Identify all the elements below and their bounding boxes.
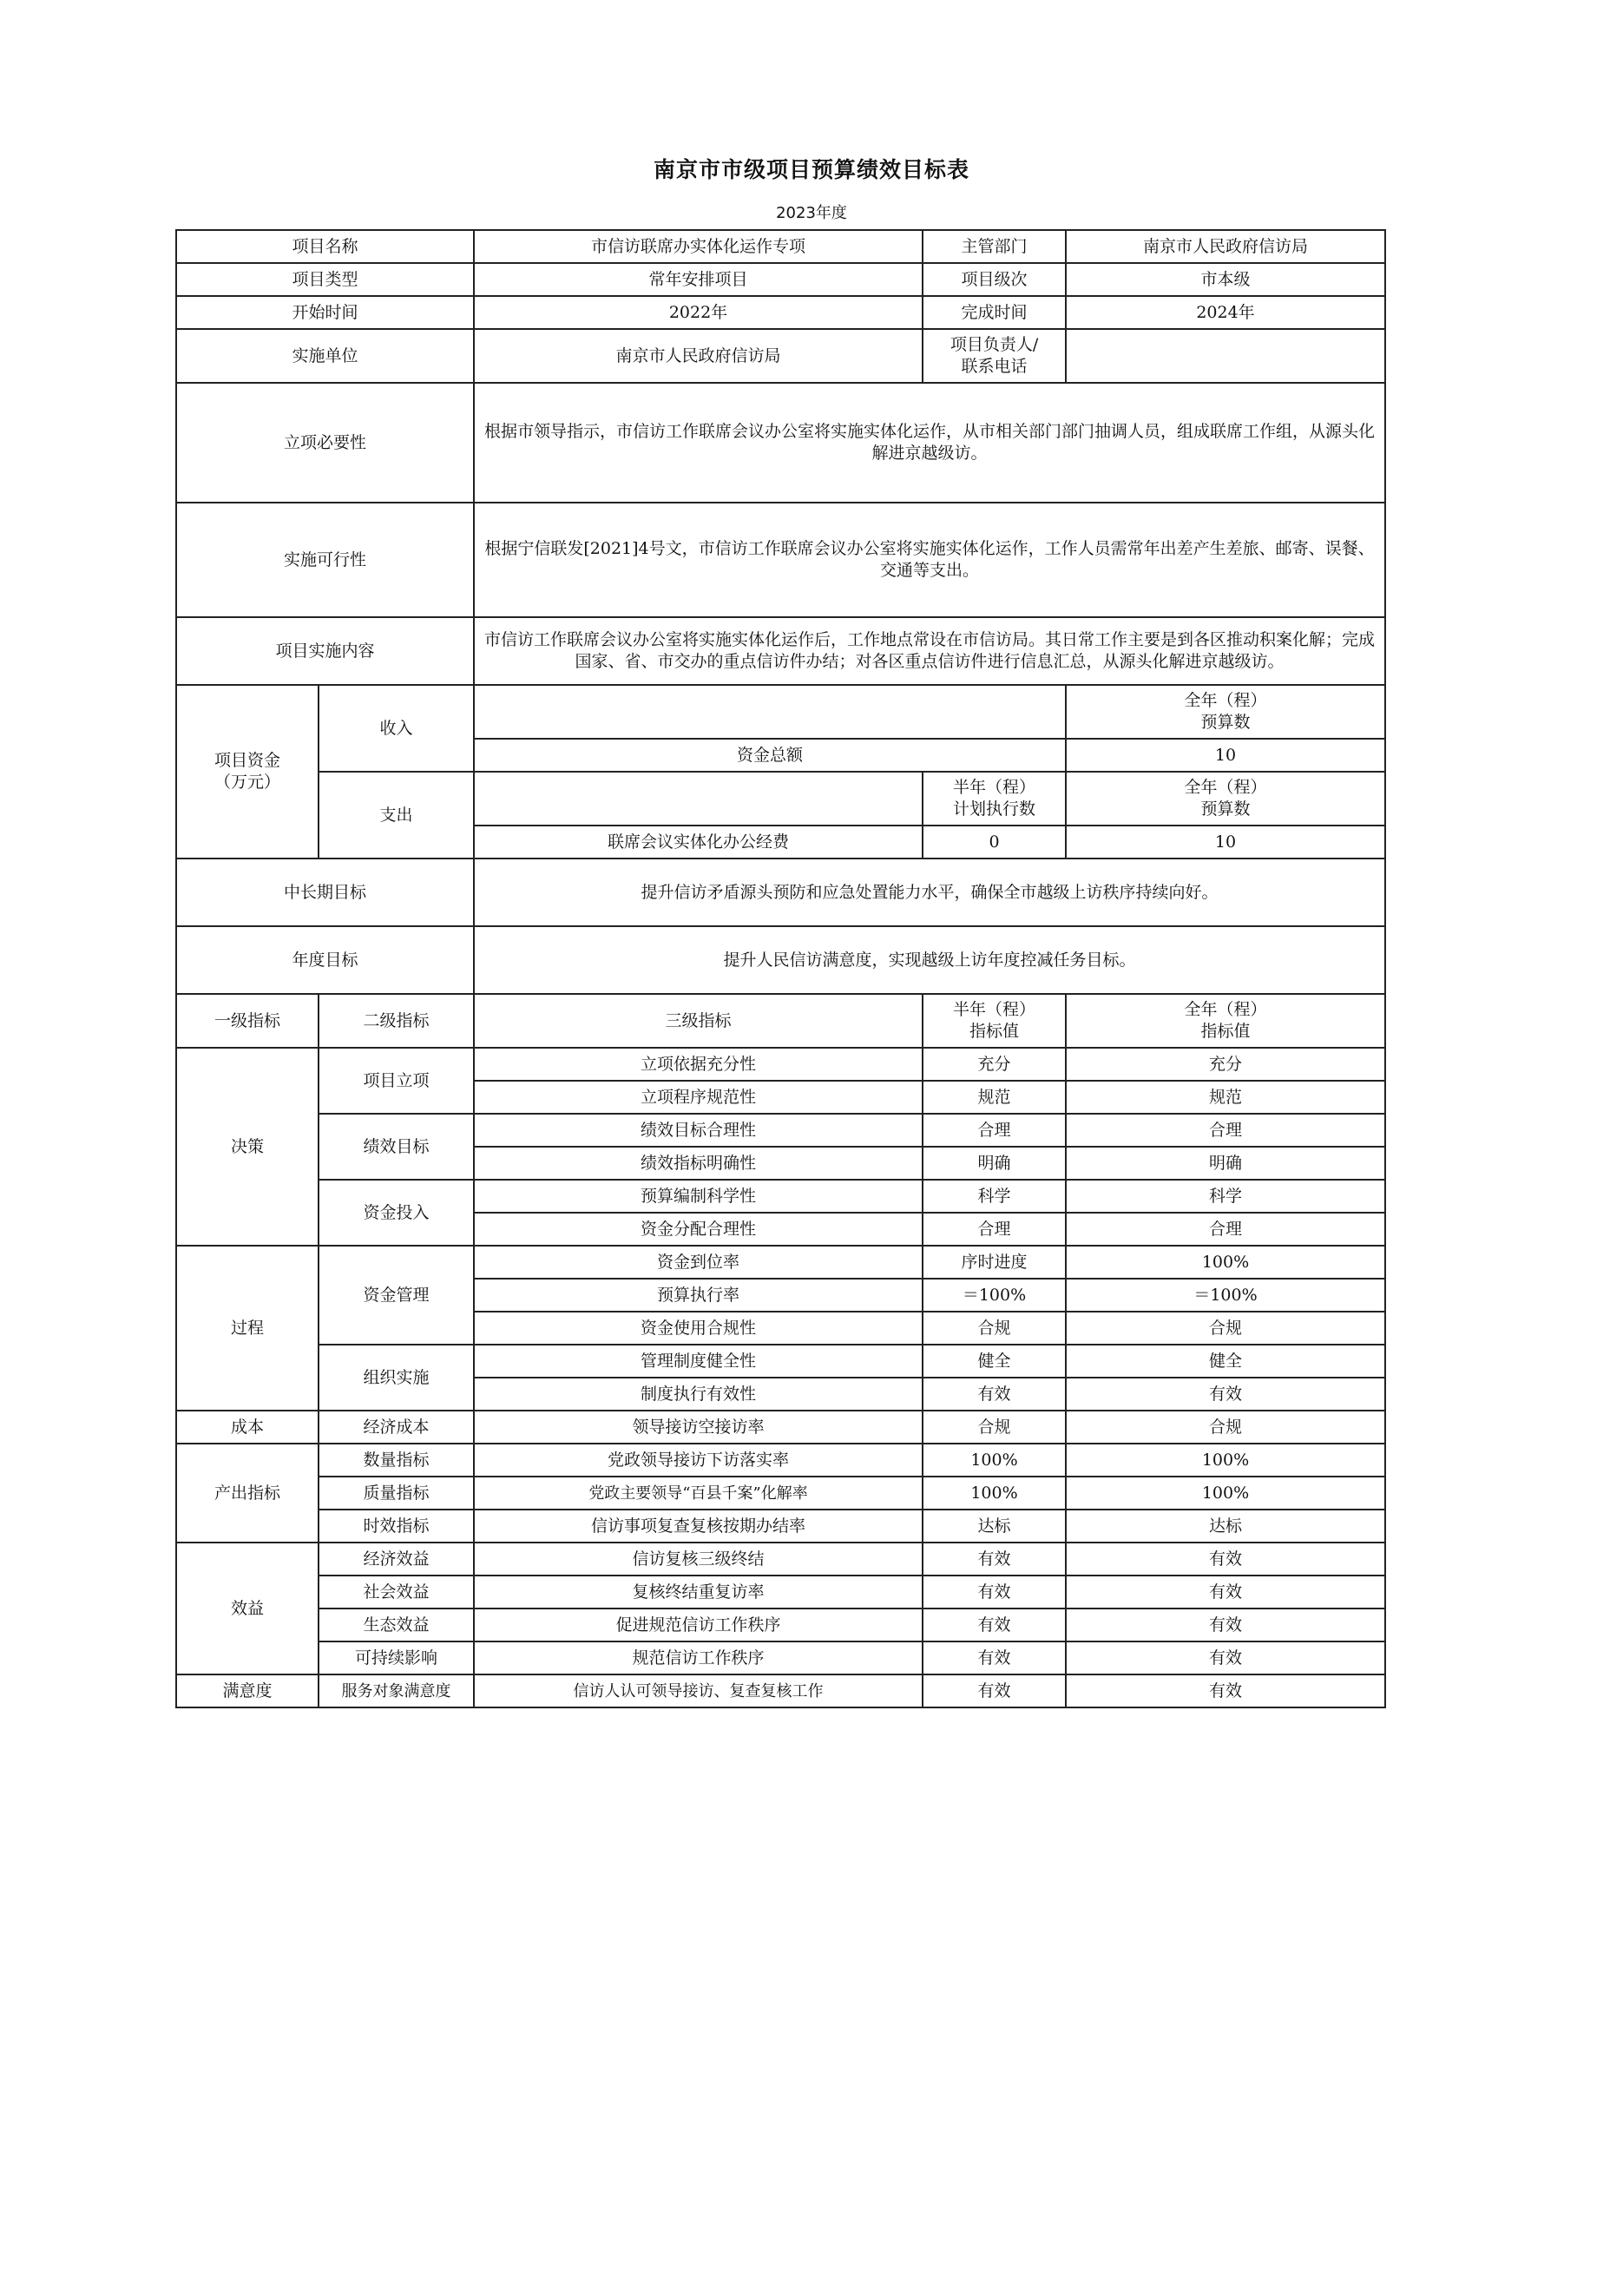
indicator-name: 预算编制科学性: [474, 1180, 923, 1213]
performance-target-table: [175, 229, 1386, 1708]
header-half-year: [923, 994, 1066, 1048]
indicator-full: 100%: [1066, 1444, 1385, 1477]
expense-item-half: 0: [923, 826, 1066, 859]
indicator-full: 充分: [1066, 1048, 1385, 1081]
project-type-label: 项目类型: [176, 263, 474, 296]
indicator-full: 规范: [1066, 1081, 1385, 1114]
sub-ecological-benefit: 生态效益: [319, 1609, 474, 1641]
indicator-name: 领导接访空接访率: [474, 1411, 923, 1444]
project-level-label: 项目级次: [923, 263, 1066, 296]
start-time-value: 2022年: [474, 296, 923, 329]
feasibility-text: 根据宁信联发[2021]4号文，市信访工作联席会议办公室将实施实体化运作，工作人员需常年出差产生差旅、邮寄、误餐、交通等支出。: [474, 503, 1385, 617]
indicator-name: 党政领导接访下访落实率: [474, 1444, 923, 1477]
indicator-full: 健全: [1066, 1345, 1385, 1378]
project-name-value: 市信访联席办实体化运作专项: [474, 230, 923, 263]
indicator-full: 明确: [1066, 1147, 1385, 1180]
expense-half-year-header: [923, 772, 1066, 826]
unit-value: 南京市人民政府信访局: [474, 329, 923, 383]
indicator-name: 管理制度健全性: [474, 1345, 923, 1378]
row-indicator-header: [176, 994, 1385, 1048]
sub-fund-management: 资金管理: [319, 1246, 474, 1345]
unit-label: 实施单位: [176, 329, 474, 383]
indicator-name: 绩效目标合理性: [474, 1114, 923, 1147]
header-level3: 三级指标: [474, 994, 923, 1048]
sub-quality: 质量指标: [319, 1477, 474, 1510]
sub-sustainability: 可持续影响: [319, 1641, 474, 1674]
indicator-name: 制度执行有效性: [474, 1378, 923, 1411]
table-row: [176, 1048, 1385, 1081]
indicator-full: 合理: [1066, 1114, 1385, 1147]
funds-label-line2: （万元）: [214, 773, 280, 792]
header-half-line2: 指标值: [969, 1022, 1020, 1041]
sub-timeliness: 时效指标: [319, 1510, 474, 1543]
project-name-label: 项目名称: [176, 230, 474, 263]
row-necessity: [176, 383, 1385, 503]
indicator-full: 达标: [1066, 1510, 1385, 1543]
indicator-full: 有效: [1066, 1576, 1385, 1609]
expense-half-year-line2: 计划执行数: [953, 799, 1036, 819]
indicator-name: 信访复核三级终结: [474, 1543, 923, 1576]
year-label: 2023年度: [776, 204, 847, 222]
indicator-half: 有效: [923, 1674, 1066, 1707]
table-row: [176, 1444, 1385, 1477]
indicator-name: 资金分配合理性: [474, 1213, 923, 1246]
indicator-name: 规范信访工作秩序: [474, 1641, 923, 1674]
group-decision: 决策: [176, 1048, 319, 1246]
group-benefit: 效益: [176, 1543, 319, 1674]
sub-service-satisfaction: 服务对象满意度: [319, 1674, 474, 1707]
sub-organization: 组织实施: [319, 1345, 474, 1411]
table-row: [176, 1411, 1385, 1444]
income-blank: [474, 685, 1066, 739]
header-level1: 一级指标: [176, 994, 319, 1048]
group-satisfaction: 满意度: [176, 1674, 319, 1707]
end-time-value: 2024年: [1066, 296, 1385, 329]
indicator-half: 充分: [923, 1048, 1066, 1081]
content-text: 市信访工作联席会议办公室将实施实体化运作后，工作地点常设在市信访局。其日常工作主要是到各区推动积案化解；完成国家、省、市交办的重点信访件办结；对各区重点信访件进行信息汇总，从源头化解进京越级访。: [474, 617, 1385, 685]
indicator-half: 明确: [923, 1147, 1066, 1180]
table-row: [176, 1114, 1385, 1147]
sub-performance: 绩效目标: [319, 1114, 474, 1180]
indicator-full: 合规: [1066, 1312, 1385, 1345]
table-row: [176, 1543, 1385, 1576]
necessity-label: 立项必要性: [176, 383, 474, 503]
total-funds-value: 10: [1066, 739, 1385, 772]
header-full-year: [1066, 994, 1385, 1048]
indicator-full: 有效: [1066, 1641, 1385, 1674]
table-row: [176, 1510, 1385, 1543]
indicator-name: 信访人认可领导接访、复查复核工作: [474, 1674, 923, 1707]
project-level-value: 市本级: [1066, 263, 1385, 296]
sub-project: 项目立项: [319, 1048, 474, 1114]
indicator-full: 有效: [1066, 1674, 1385, 1707]
indicator-full: 有效: [1066, 1609, 1385, 1641]
income-full-year-line1: 全年（程）: [1184, 691, 1267, 710]
content-label: 项目实施内容: [176, 617, 474, 685]
project-type-value: 常年安排项目: [474, 263, 923, 296]
row-expense-header: [176, 772, 1385, 826]
table-row: [176, 1180, 1385, 1213]
row-income-header: [176, 685, 1385, 739]
header-full-line2: 指标值: [1200, 1022, 1251, 1041]
sub-economic-cost: 经济成本: [319, 1411, 474, 1444]
expense-label: 支出: [319, 772, 474, 859]
leader-value: [1066, 329, 1385, 383]
annual-label: 年度目标: [176, 926, 474, 994]
indicator-full: ＝100%: [1066, 1279, 1385, 1312]
table-row: [176, 1674, 1385, 1707]
expense-full-year-line1: 全年（程）: [1184, 778, 1267, 797]
indicator-name: 复核终结重复访率: [474, 1576, 923, 1609]
indicator-half: 序时进度: [923, 1246, 1066, 1279]
header-half-line1: 半年（程）: [953, 1000, 1036, 1019]
total-funds-label: 资金总额: [474, 739, 1066, 772]
table-row: [176, 1477, 1385, 1510]
annual-text: 提升人民信访满意度，实现越级上访年度控减任务目标。: [474, 926, 1385, 994]
income-full-year-header: [1066, 685, 1385, 739]
group-output: 产出指标: [176, 1444, 319, 1543]
dept-value: 南京市人民政府信访局: [1066, 230, 1385, 263]
indicator-half: 合理: [923, 1114, 1066, 1147]
table-row: [176, 1641, 1385, 1674]
indicator-full: 合规: [1066, 1411, 1385, 1444]
group-cost: 成本: [176, 1411, 319, 1444]
indicator-full: 有效: [1066, 1378, 1385, 1411]
sub-economic-benefit: 经济效益: [319, 1543, 474, 1576]
end-time-label: 完成时间: [923, 296, 1066, 329]
funds-label: [176, 685, 319, 859]
indicator-half: 100%: [923, 1477, 1066, 1510]
leader-label-line2: 联系电话: [961, 357, 1028, 376]
indicator-half: 规范: [923, 1081, 1066, 1114]
expense-item-full: 10: [1066, 826, 1385, 859]
long-term-label: 中长期目标: [176, 859, 474, 926]
indicator-name: 资金到位率: [474, 1246, 923, 1279]
funds-label-line1: 项目资金: [214, 751, 280, 770]
row-content: [176, 617, 1385, 685]
income-full-year-line2: 预算数: [1200, 713, 1251, 732]
header-level2: 二级指标: [319, 994, 474, 1048]
indicator-name: 立项程序规范性: [474, 1081, 923, 1114]
indicator-half: 有效: [923, 1543, 1066, 1576]
group-process: 过程: [176, 1246, 319, 1411]
start-time-label: 开始时间: [176, 296, 474, 329]
indicator-full: 合理: [1066, 1213, 1385, 1246]
indicator-name: 信访事项复查复核按期办结率: [474, 1510, 923, 1543]
table-row: [176, 1576, 1385, 1609]
table-row: [176, 1345, 1385, 1378]
expense-full-year-header: [1066, 772, 1385, 826]
indicator-full: 100%: [1066, 1477, 1385, 1510]
indicator-half: 有效: [923, 1576, 1066, 1609]
sub-quantity: 数量指标: [319, 1444, 474, 1477]
indicator-half: 有效: [923, 1641, 1066, 1674]
row-long-term: [176, 859, 1385, 926]
table-row: [176, 1609, 1385, 1641]
page-title: 南京市市级项目预算绩效目标表: [653, 157, 969, 182]
expense-full-year-line2: 预算数: [1200, 799, 1251, 819]
indicator-name: 促进规范信访工作秩序: [474, 1609, 923, 1641]
row-feasibility: [176, 503, 1385, 617]
leader-label-line1: 项目负责人/: [949, 335, 1039, 354]
dept-label: 主管部门: [923, 230, 1066, 263]
indicator-name: 资金使用合规性: [474, 1312, 923, 1345]
feasibility-label: 实施可行性: [176, 503, 474, 617]
expense-blank: [474, 772, 923, 826]
sub-investment: 资金投入: [319, 1180, 474, 1246]
indicator-full: 有效: [1066, 1543, 1385, 1576]
indicator-half: 100%: [923, 1444, 1066, 1477]
income-label: 收入: [319, 685, 474, 772]
indicator-half: 科学: [923, 1180, 1066, 1213]
indicator-half: ＝100%: [923, 1279, 1066, 1312]
indicator-name: 党政主要领导“百县千案”化解率: [474, 1477, 923, 1510]
indicator-name: 立项依据充分性: [474, 1048, 923, 1081]
row-project-name: [176, 230, 1385, 263]
leader-label: [923, 329, 1066, 383]
long-term-text: 提升信访矛盾源头预防和应急处置能力水平，确保全市越级上访秩序持续向好。: [474, 859, 1385, 926]
indicator-name: 绩效指标明确性: [474, 1147, 923, 1180]
necessity-text: 根据市领导指示，市信访工作联席会议办公室将实施实体化运作，从市相关部门部门抽调人员，组成联席工作组，从源头化解进京越级访。: [474, 383, 1385, 503]
indicator-name: 预算执行率: [474, 1279, 923, 1312]
header-full-line1: 全年（程）: [1184, 1000, 1267, 1019]
indicator-half: 达标: [923, 1510, 1066, 1543]
indicator-full: 科学: [1066, 1180, 1385, 1213]
indicator-full: 100%: [1066, 1246, 1385, 1279]
indicator-half: 健全: [923, 1345, 1066, 1378]
indicator-half: 有效: [923, 1378, 1066, 1411]
sub-social-benefit: 社会效益: [319, 1576, 474, 1609]
indicator-half: 合理: [923, 1213, 1066, 1246]
indicator-half: 合规: [923, 1411, 1066, 1444]
row-unit: [176, 329, 1385, 383]
indicator-half: 合规: [923, 1312, 1066, 1345]
table-row: [176, 1246, 1385, 1279]
expense-item-name: 联席会议实体化办公经费: [474, 826, 923, 859]
expense-half-year-line1: 半年（程）: [953, 778, 1036, 797]
row-time: [176, 296, 1385, 329]
indicator-half: 有效: [923, 1609, 1066, 1641]
row-project-type: [176, 263, 1385, 296]
row-annual: [176, 926, 1385, 994]
